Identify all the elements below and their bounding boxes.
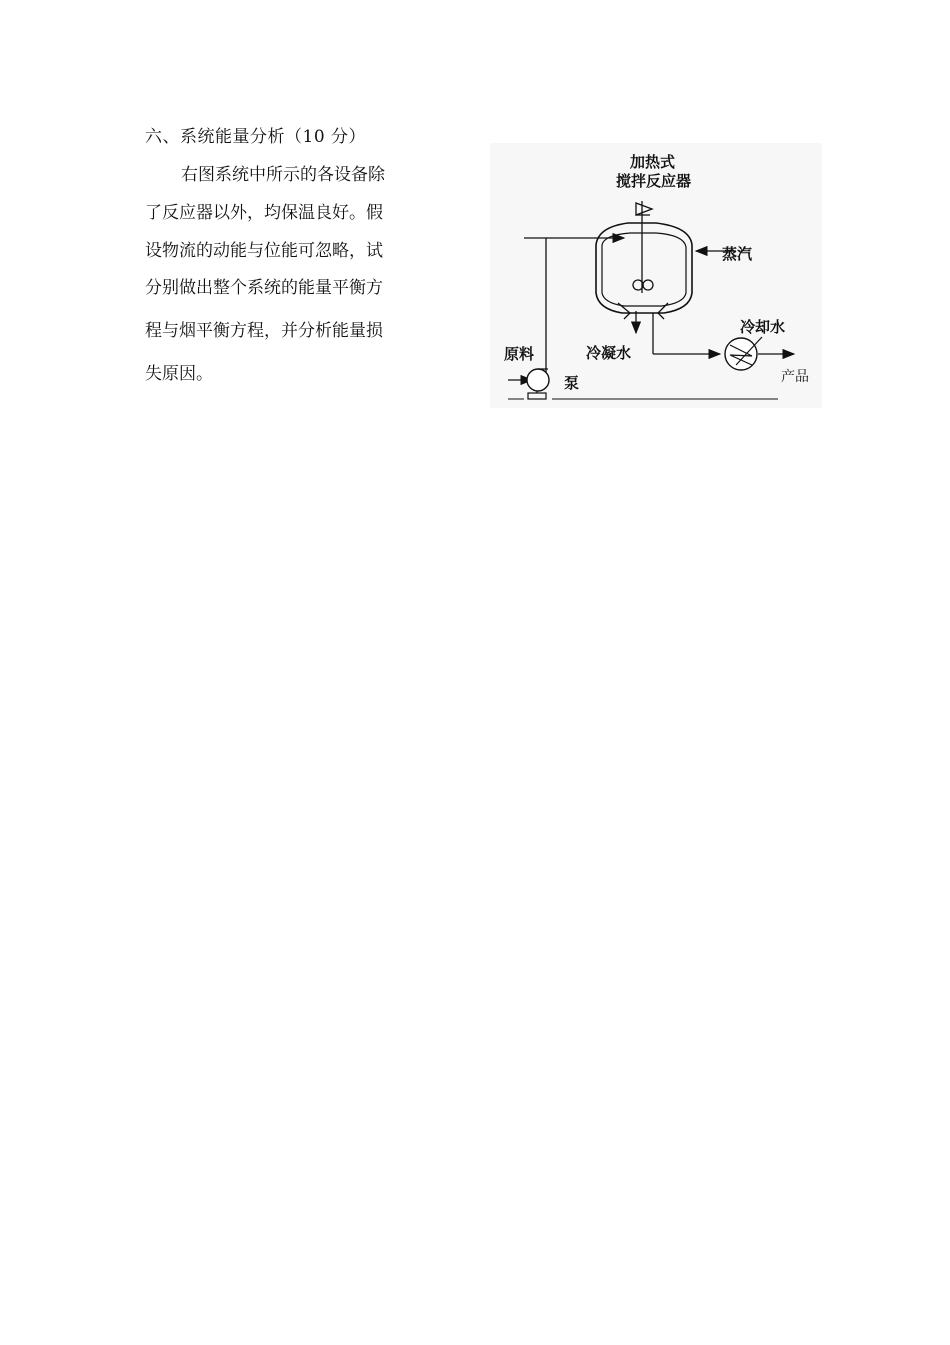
reactor-label-line1: 加热式 <box>630 153 676 171</box>
body-line: 分别做出整个系统的能量平衡方 <box>145 278 383 298</box>
question-heading: 六、系统能量分析（10 分） <box>145 127 367 147</box>
body-line: 设物流的动能与位能可忽略，试 <box>145 241 383 261</box>
body-line: 失原因。 <box>145 364 213 384</box>
cooling-water-label: 冷却水 <box>740 318 786 336</box>
pump-label: 泵 <box>564 374 580 392</box>
process-diagram-svg <box>490 143 822 408</box>
body-line: 右图系统中所示的各设备除 <box>181 165 385 185</box>
body-line: 了反应器以外，均保温良好。假 <box>145 203 383 223</box>
body-line: 程与烟平衡方程，并分析能量损 <box>145 321 383 341</box>
steam-label: 蒸汽 <box>722 245 753 263</box>
condensate-label: 冷凝水 <box>586 344 632 362</box>
reactor-label-line2: 搅拌反应器 <box>616 172 692 190</box>
product-label: 产品 <box>781 369 809 385</box>
process-diagram <box>490 143 822 408</box>
feed-label: 原料 <box>504 345 535 363</box>
